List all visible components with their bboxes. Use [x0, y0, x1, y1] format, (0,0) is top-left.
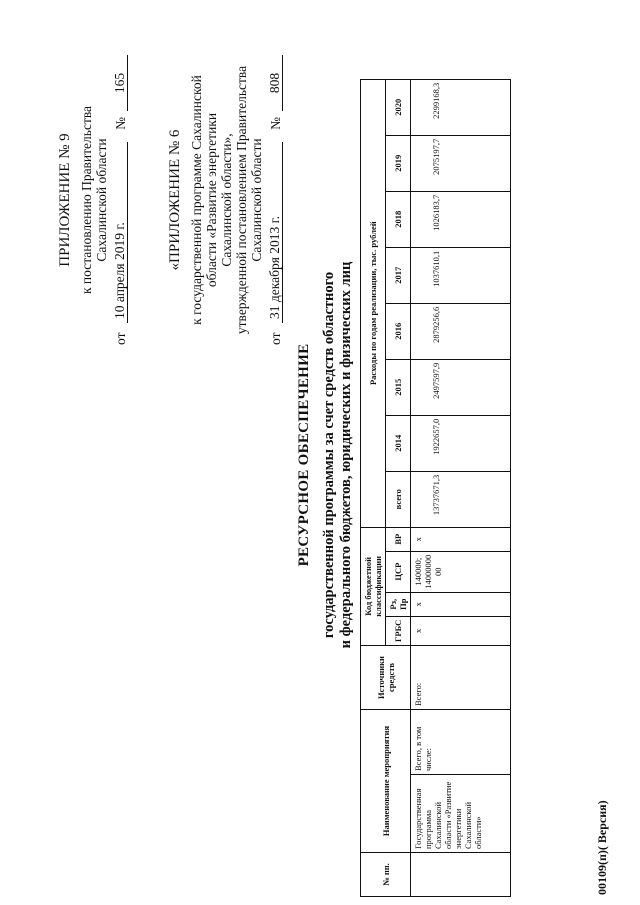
cell-sub: Всего, в том числе:	[411, 710, 511, 775]
cell-source: Всего:	[411, 646, 511, 710]
appendix6-date-line	[267, 55, 283, 345]
appendix6-date: 31 декабря 2013 г.	[267, 142, 283, 323]
appendix9-no: №	[113, 117, 128, 130]
header-expenses: Расходы по годам реализации, тыс. рублей	[361, 79, 386, 527]
header-2019: 2019	[386, 135, 411, 191]
appendix6-line3: Сахалинской области»,	[219, 133, 234, 267]
table-header-row-1	[361, 79, 386, 896]
appendix9-line2: Сахалинской области	[94, 138, 109, 262]
cell-2015: 2497597,9	[411, 359, 511, 415]
appendix9-date: 10 апреля 2019 г.	[112, 142, 128, 323]
appendix6-from: от	[268, 332, 283, 345]
header-grbs: ГРБС	[386, 616, 411, 645]
appendix9-block	[58, 55, 128, 345]
appendix9-title: ПРИЛОЖЕНИЕ № 9	[57, 133, 73, 267]
appendix9-line1: к постановлению Правительства	[79, 105, 94, 295]
cell-2014: 1922657,0	[411, 415, 511, 471]
cell-csr: 140000; 14000000 00	[411, 551, 511, 592]
header-2017: 2017	[386, 247, 411, 303]
header-2014: 2014	[386, 415, 411, 471]
appendix6-line5: Сахалинской области	[249, 138, 264, 262]
cell-vr: х	[411, 527, 511, 551]
cell-no	[411, 853, 511, 897]
header-2018: 2018	[386, 191, 411, 247]
cell-total: 13737671,3	[411, 471, 511, 527]
header-csr: ЦСР	[386, 551, 411, 592]
appendix6-block	[168, 55, 283, 345]
header-code: Код бюджетной классификации	[361, 527, 386, 645]
resource-table	[360, 79, 511, 897]
cell-2016: 2879256,6	[411, 303, 511, 359]
appendix6-line1: к государственной программе Сахалинской	[189, 75, 204, 325]
cell-name: Государственная программа Сахалинской области «Развитие энергетики Сахалинской области»	[411, 775, 511, 853]
appendix9-from: от	[113, 332, 128, 345]
document-subtitle-2: и федерального бюджетов, юридических и физических лиц	[338, 261, 354, 649]
appendix9-number: 165	[112, 55, 128, 111]
cell-2020: 2299168,3	[411, 79, 511, 135]
cell-2019: 2075197,7	[411, 135, 511, 191]
table-row	[411, 79, 511, 896]
header-source: Источники средств	[361, 646, 411, 710]
header-total: всего	[386, 471, 411, 527]
appendix6-number: 808	[267, 55, 283, 111]
appendix6-title: «ПРИЛОЖЕНИЕ № 6	[167, 129, 183, 271]
appendix9-date-line	[112, 55, 128, 345]
appendix6-line2: области «Развитие энергетики	[204, 112, 219, 288]
header-2015: 2015	[386, 359, 411, 415]
document-subtitle-1: государственной программы за счет средств областного	[321, 271, 337, 639]
cell-2018: 1026183,7	[411, 191, 511, 247]
appendix6-line4: утвержденной постановлением Правительства	[234, 65, 249, 335]
appendix6-no: №	[268, 117, 283, 130]
header-vr: ВР	[386, 527, 411, 551]
cell-2017: 1037610,1	[411, 247, 511, 303]
footer-version: 00109(п)( Версия)	[595, 800, 609, 895]
header-no: № пп.	[361, 853, 411, 897]
document-title: РЕСУРСНОЕ ОБЕСПЕЧЕНИЕ	[296, 343, 312, 567]
header-2020: 2020	[386, 79, 411, 135]
header-name: Наименование мероприятия	[361, 710, 411, 853]
cell-grbs: х	[411, 616, 511, 645]
header-2016: 2016	[386, 303, 411, 359]
cell-rzpr: х	[411, 592, 511, 616]
header-rzpr: Рз, Пр	[386, 592, 411, 616]
document-title-block	[296, 155, 355, 755]
